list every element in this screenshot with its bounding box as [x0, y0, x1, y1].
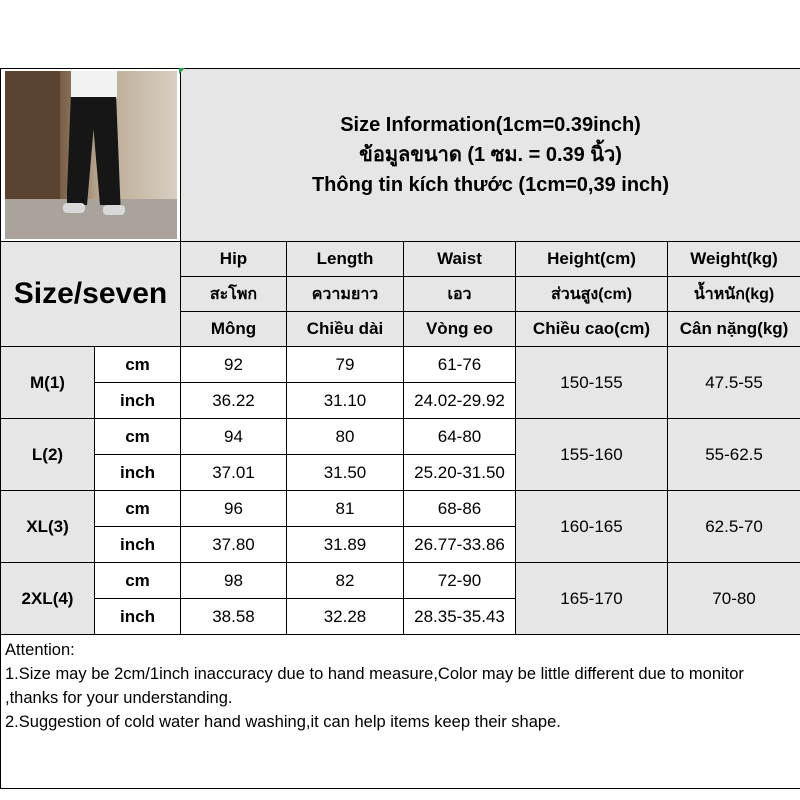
- header-row-en: [1, 242, 800, 277]
- size-information-banner: [181, 69, 800, 242]
- table-row: [1, 563, 800, 599]
- size-chart-table: [0, 68, 800, 789]
- size-label: 2XL(4): [1, 563, 95, 635]
- length-cm: 79: [287, 347, 404, 383]
- hip-cm: 94: [181, 419, 287, 455]
- length-cm: 80: [287, 419, 404, 455]
- length-inch: 31.10: [287, 383, 404, 419]
- unit-inch: inch: [95, 527, 181, 563]
- hip-inch: 38.58: [181, 599, 287, 635]
- height-range: 155-160: [516, 419, 668, 491]
- unit-cm: cm: [95, 347, 181, 383]
- info-line-vi: Thông tin kích thước (1cm=0,39 inch): [311, 174, 670, 196]
- length-inch: 32.28: [287, 599, 404, 635]
- weight-range: 55-62.5: [668, 419, 800, 491]
- hip-inch: 36.22: [181, 383, 287, 419]
- unit-cm: cm: [95, 419, 181, 455]
- col-weight-th: น้ำหนัก(kg): [668, 277, 800, 312]
- col-length-vi: Chiều dài: [287, 312, 404, 347]
- hip-cm: 92: [181, 347, 287, 383]
- size-label: XL(3): [1, 491, 95, 563]
- waist-inch: 26.77-33.86: [404, 527, 516, 563]
- hip-inch: 37.80: [181, 527, 287, 563]
- info-line-en: Size Information(1cm=0.39inch): [340, 114, 641, 136]
- waist-cm: 61-76: [404, 347, 516, 383]
- col-weight-vi: Cân nặng(kg): [668, 312, 800, 347]
- col-weight-en: Weight(kg): [668, 242, 800, 277]
- hip-cm: 96: [181, 491, 287, 527]
- col-height-th: ส่วนสูง(cm): [516, 277, 668, 312]
- waist-cm: 72-90: [404, 563, 516, 599]
- waist-inch: 24.02-29.92: [404, 383, 516, 419]
- attention-note-2: 2.Suggestion of cold water hand washing,it can help items keep their shape.: [5, 713, 561, 731]
- height-range: 150-155: [516, 347, 668, 419]
- col-waist-vi: Vòng eo: [404, 312, 516, 347]
- length-cm: 81: [287, 491, 404, 527]
- info-row: [1, 69, 800, 242]
- product-photo: [1, 69, 181, 242]
- unit-inch: inch: [95, 455, 181, 491]
- height-range: 165-170: [516, 563, 668, 635]
- size-label: L(2): [1, 419, 95, 491]
- weight-range: 62.5-70: [668, 491, 800, 563]
- hip-inch: 37.01: [181, 455, 287, 491]
- attention-heading: Attention:: [5, 641, 75, 659]
- col-length-th: ความยาว: [287, 277, 404, 312]
- length-inch: 31.89: [287, 527, 404, 563]
- hip-cm: 98: [181, 563, 287, 599]
- weight-range: 70-80: [668, 563, 800, 635]
- waist-cm: 68-86: [404, 491, 516, 527]
- col-hip-vi: Mông: [181, 312, 287, 347]
- col-waist-th: เอว: [404, 277, 516, 312]
- col-height-en: Height(cm): [516, 242, 668, 277]
- table-row: [1, 491, 800, 527]
- height-range: 160-165: [516, 491, 668, 563]
- unit-inch: inch: [95, 383, 181, 419]
- attention-note-1: 1.Size may be 2cm/1inch inaccuracy due to hand measure,Color may be little different due to monitor ,thanks for your understanding.: [5, 665, 744, 707]
- info-line-th: ข้อมูลขนาด (1 ซม. = 0.39 นิ้ว): [359, 144, 622, 166]
- col-waist-en: Waist: [404, 242, 516, 277]
- size-chart-sheet: [0, 68, 800, 789]
- waist-inch: 25.20-31.50: [404, 455, 516, 491]
- waist-inch: 28.35-35.43: [404, 599, 516, 635]
- table-row: [1, 347, 800, 383]
- size-title: Size/seven: [1, 242, 181, 347]
- col-length-en: Length: [287, 242, 404, 277]
- waist-cm: 64-80: [404, 419, 516, 455]
- length-cm: 82: [287, 563, 404, 599]
- col-hip-th: สะโพก: [181, 277, 287, 312]
- weight-range: 47.5-55: [668, 347, 800, 419]
- unit-cm: cm: [95, 491, 181, 527]
- attention-notes: [1, 635, 800, 789]
- unit-inch: inch: [95, 599, 181, 635]
- col-hip-en: Hip: [181, 242, 287, 277]
- length-inch: 31.50: [287, 455, 404, 491]
- col-height-vi: Chiều cao(cm): [516, 312, 668, 347]
- cell-corner-marker: [179, 68, 185, 74]
- notes-row: [1, 635, 800, 789]
- product-photo-image: [5, 71, 177, 239]
- size-label: M(1): [1, 347, 95, 419]
- unit-cm: cm: [95, 563, 181, 599]
- table-row: [1, 419, 800, 455]
